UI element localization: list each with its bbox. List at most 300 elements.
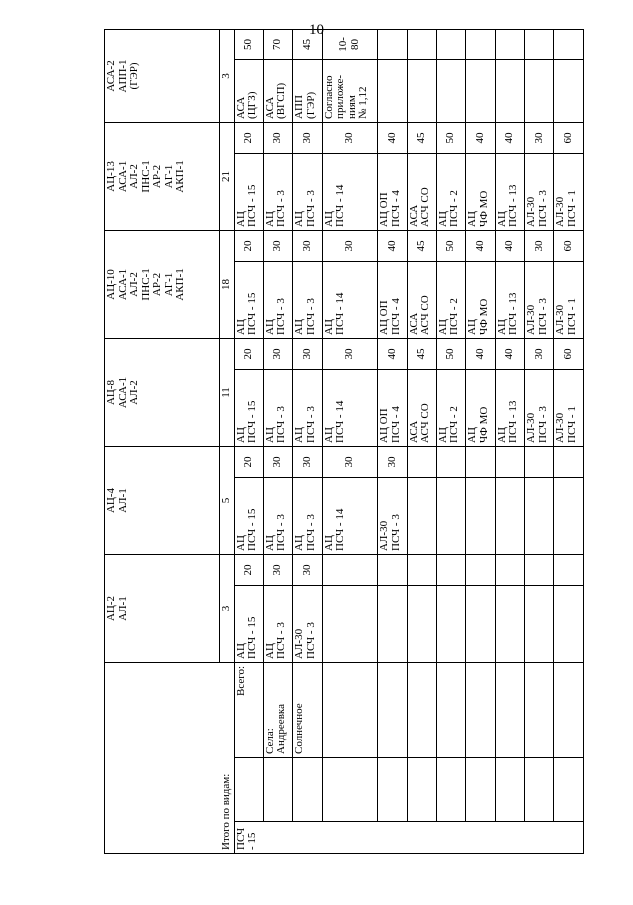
unit-cell — [436, 585, 465, 662]
cell-line: ПСЧ - 3 — [275, 298, 288, 335]
cell-line: ЧФ МО — [477, 406, 490, 443]
column-total: 21 — [220, 122, 235, 230]
cell-line: АЛ-2 — [128, 164, 141, 189]
header-row — [105, 29, 220, 853]
cell-line: ПСЧ - 2 — [448, 298, 461, 335]
column-total: 3 — [220, 554, 235, 662]
time-cell — [466, 554, 495, 585]
cell-line: ПСЧ - 3 — [275, 190, 288, 227]
column-total: 18 — [220, 230, 235, 338]
cell-line: АЦ — [293, 535, 306, 551]
unit-cell — [495, 477, 524, 554]
time-cell — [525, 29, 554, 59]
cell-line: АЦ — [234, 643, 247, 659]
unit-cell — [263, 369, 292, 446]
unit-cell — [436, 369, 465, 446]
unit-cell — [436, 261, 465, 338]
header-label: Итого по видам: — [105, 662, 235, 853]
cell-line: АЛ-30 — [525, 196, 538, 227]
cell-line: ПСЧ - 3 — [536, 298, 549, 335]
cell-line: АСЧ СО — [419, 187, 432, 227]
vehicle-set-header — [105, 230, 220, 338]
cell-line: АЦ — [263, 535, 276, 551]
cell-line: АЦ — [234, 211, 247, 227]
place-cell — [407, 662, 436, 757]
time-cell: 60 — [554, 230, 584, 261]
unit-cell — [495, 585, 524, 662]
time-cell: 40 — [466, 230, 495, 261]
unit-cell — [263, 477, 292, 554]
unit-cell — [466, 153, 495, 230]
time-cell — [495, 554, 524, 585]
table-row — [293, 29, 322, 853]
cell-line: ПСЧ - 13 — [507, 292, 520, 335]
time-cell — [407, 446, 436, 477]
cell-line: АСА-1 — [116, 268, 129, 301]
cell-line: ПСЧ - 14 — [334, 292, 347, 335]
time-cell: 50 — [436, 230, 465, 261]
time-cell — [466, 446, 495, 477]
cell-line: АЦ — [322, 319, 335, 335]
time-cell: 40 — [378, 230, 407, 261]
cell-line: ПСЧ - 4 — [389, 298, 402, 335]
empty-cell — [378, 758, 407, 822]
column-total: 3 — [220, 29, 235, 122]
place-cell — [495, 662, 524, 757]
time-cell: 30 — [263, 554, 292, 585]
empty-cell — [234, 758, 263, 822]
cell-line: АЦ — [293, 211, 306, 227]
time-cell: 30 — [293, 230, 322, 261]
time-cell: 50 — [234, 29, 263, 59]
time-cell: 20 — [234, 230, 263, 261]
cell-line: АЦ ОП — [378, 300, 391, 335]
empty-cell — [263, 758, 292, 822]
cell-line: ПСЧ - 14 — [334, 184, 347, 227]
cell-line: ПНС-1 — [139, 268, 152, 301]
unit-cell — [466, 59, 495, 122]
place-cell — [525, 662, 554, 757]
cell-line: АЦ — [322, 211, 335, 227]
time-cell: 60 — [554, 122, 584, 153]
empty-cell — [554, 758, 584, 822]
time-cell — [407, 29, 436, 59]
cell-line: АР-2 — [151, 272, 164, 297]
cell-line: № 1,12 — [357, 86, 370, 119]
unit-cell — [378, 477, 407, 554]
cell-line: АЦ — [234, 535, 247, 551]
unit-cell — [322, 477, 377, 554]
time-cell — [436, 29, 465, 59]
unit-cell — [436, 477, 465, 554]
unit-cell — [293, 261, 322, 338]
cell-line: АСЧ СО — [419, 403, 432, 443]
unit-cell — [378, 59, 407, 122]
total-label: Всего: — [234, 662, 263, 757]
table-row — [378, 29, 407, 853]
unit-cell — [466, 585, 495, 662]
unit-cell — [407, 585, 436, 662]
cell-line: АСА — [234, 96, 247, 119]
vehicle-set-header — [105, 446, 220, 554]
unit-cell — [322, 59, 377, 122]
vehicle-set-header — [105, 338, 220, 446]
cell-line: ПСЧ - 3 — [275, 406, 288, 443]
unit-cell — [466, 477, 495, 554]
time-cell: 30 — [293, 122, 322, 153]
cell-line: АЦ-13 — [105, 161, 117, 192]
cell-line: АЦ — [293, 427, 306, 443]
cell-line: АСА-1 — [116, 160, 129, 193]
cell-line: ПСЧ - 4 — [389, 406, 402, 443]
cell-line: Согласно — [322, 75, 335, 119]
unit-cell — [293, 369, 322, 446]
cell-line: АЦ ОП — [378, 408, 391, 443]
time-cell: 40 — [495, 230, 524, 261]
cell-line: ПСЧ - 2 — [448, 190, 461, 227]
time-cell — [495, 446, 524, 477]
time-cell: 45 — [293, 29, 322, 59]
time-cell: 40 — [378, 338, 407, 369]
time-cell: 30 — [525, 230, 554, 261]
time-cell: 30 — [263, 338, 292, 369]
time-cell: 30 — [322, 122, 377, 153]
column-total: 11 — [220, 338, 235, 446]
cell-line: ЧФ МО — [477, 190, 490, 227]
time-cell: 30 — [263, 122, 292, 153]
time-cell — [525, 554, 554, 585]
unit-cell — [407, 477, 436, 554]
cell-line: АЦ — [293, 319, 306, 335]
cell-line: АЛ-30 — [525, 412, 538, 443]
time-cell: 30 — [378, 446, 407, 477]
cell-line: ПСЧ - 15 — [246, 400, 259, 443]
unit-cell — [263, 585, 292, 662]
unit-cell — [378, 261, 407, 338]
time-cell — [554, 29, 584, 59]
time-cell — [378, 554, 407, 585]
unit-cell — [293, 477, 322, 554]
unit-cell — [263, 153, 292, 230]
cell-line: Села: — [263, 728, 276, 754]
table-row — [234, 29, 263, 853]
time-cell: 70 — [263, 29, 292, 59]
unit-cell — [322, 153, 377, 230]
cell-line: ПСЧ - 3 — [275, 514, 288, 551]
place-cell — [378, 662, 407, 757]
cell-line: АЦ — [436, 211, 449, 227]
cell-line: АЦ-4 — [105, 487, 117, 514]
cell-line: АЦ — [234, 427, 247, 443]
cell-line: ПСЧ - 1 — [566, 190, 579, 227]
unit-cell — [525, 59, 554, 122]
unit-cell — [495, 59, 524, 122]
table-row — [263, 29, 292, 853]
cell-line: АЛ-1 — [116, 488, 129, 513]
unit-cell — [495, 369, 524, 446]
cell-line: ниям — [345, 95, 358, 119]
empty-cell — [407, 758, 436, 822]
cell-line: ПСЧ - 3 — [304, 514, 317, 551]
table-row — [466, 29, 495, 853]
unit-cell — [525, 477, 554, 554]
unit-cell — [554, 477, 584, 554]
unit-cell — [293, 585, 322, 662]
unit-cell — [407, 59, 436, 122]
unit-cell — [293, 153, 322, 230]
table-row — [407, 29, 436, 853]
cell-line: Андреевка — [275, 704, 288, 754]
cell-line: АГ-1 — [162, 164, 175, 189]
unit-cell — [525, 369, 554, 446]
cell-line: Солнечное — [293, 703, 306, 754]
time-cell: 50 — [436, 122, 465, 153]
unit-cell — [495, 261, 524, 338]
unit-cell — [525, 585, 554, 662]
unit-cell — [234, 585, 263, 662]
vehicle-set-header — [105, 554, 220, 662]
empty-cell — [495, 758, 524, 822]
unit-cell — [234, 59, 263, 122]
unit-cell — [322, 261, 377, 338]
unit-cell — [234, 153, 263, 230]
cell-line: АЦ-2 — [105, 595, 117, 622]
cell-line: АЛ-2 — [128, 380, 141, 405]
cell-line: АЦ — [495, 427, 508, 443]
time-cell — [407, 554, 436, 585]
cell-line: АКП-1 — [174, 160, 187, 193]
unit-cell — [495, 153, 524, 230]
time-cell: 10-80 — [322, 29, 377, 59]
time-cell — [554, 446, 584, 477]
cell-line: АЛ-1 — [116, 596, 129, 621]
cell-line: АЦ — [322, 427, 335, 443]
time-cell: 30 — [322, 230, 377, 261]
unit-cell — [407, 261, 436, 338]
cell-line: ПСЧ - 3 — [304, 622, 317, 659]
table-row — [525, 29, 554, 853]
place-cell — [322, 662, 377, 757]
time-cell — [322, 554, 377, 585]
time-cell: 20 — [234, 338, 263, 369]
cell-line: АПП — [293, 95, 306, 119]
empty-cell — [525, 758, 554, 822]
place-cell — [263, 662, 292, 757]
unit-cell — [407, 369, 436, 446]
time-cell — [466, 29, 495, 59]
place-cell — [293, 662, 322, 757]
cell-line: АСА-1 — [116, 376, 129, 409]
cell-line: АЦ — [436, 427, 449, 443]
fire-response-table — [104, 37, 584, 854]
time-cell: 30 — [322, 338, 377, 369]
place-cell — [436, 662, 465, 757]
unit-cell — [466, 369, 495, 446]
unit-cell — [234, 477, 263, 554]
cell-line: ПСЧ - 4 — [389, 190, 402, 227]
cell-line: АЛ-30 — [378, 520, 391, 551]
unit-cell — [322, 585, 377, 662]
empty-cell — [293, 758, 322, 822]
cell-line: АГ-1 — [162, 272, 175, 297]
unit-cell — [525, 153, 554, 230]
cell-line: ЧФ МО — [477, 298, 490, 335]
table-row — [436, 29, 465, 853]
cell-line: АСА — [263, 96, 276, 119]
cell-line: АЦ — [263, 643, 276, 659]
time-cell: 60 — [554, 338, 584, 369]
cell-line: АЦ — [263, 319, 276, 335]
cell-line: ПСЧ - 14 — [334, 400, 347, 443]
cell-line: ПСЧ - 15 — [246, 616, 259, 659]
column-total: 5 — [220, 446, 235, 554]
time-cell: 40 — [495, 338, 524, 369]
cell-line: ПСЧ - 3 — [536, 406, 549, 443]
cell-line: ПСЧ - 15 — [246, 184, 259, 227]
cell-line: АЛ-30 — [293, 628, 306, 659]
time-cell: 45 — [407, 230, 436, 261]
time-cell: 40 — [495, 122, 524, 153]
time-cell — [525, 446, 554, 477]
time-cell: 50 — [436, 338, 465, 369]
cell-line: АЦ — [466, 211, 479, 227]
unit-cell — [234, 261, 263, 338]
time-cell: 40 — [466, 338, 495, 369]
cell-line: АЦ-10 — [105, 269, 117, 300]
place-cell — [466, 662, 495, 757]
cell-line: АЛ-30 — [554, 412, 567, 443]
cell-line: ПСЧ - 3 — [275, 622, 288, 659]
time-cell: 45 — [407, 122, 436, 153]
time-cell — [495, 29, 524, 59]
cell-line: ПСЧ - 3 — [304, 190, 317, 227]
time-cell: 45 — [407, 338, 436, 369]
time-cell: 20 — [234, 446, 263, 477]
cell-line: АСЧ СО — [419, 295, 432, 335]
unit-cell — [554, 585, 584, 662]
vehicle-set-header — [105, 29, 220, 122]
time-cell: 40 — [466, 122, 495, 153]
table-row — [554, 29, 584, 853]
unit-cell — [378, 153, 407, 230]
unit-cell — [322, 369, 377, 446]
cell-line: АЦ ОП — [378, 192, 391, 227]
unit-cell — [554, 261, 584, 338]
table-row — [322, 29, 377, 853]
time-cell: 20 — [234, 554, 263, 585]
time-cell: 30 — [293, 554, 322, 585]
cell-line: (ВГСП) — [275, 82, 288, 119]
cell-line: ПНС-1 — [139, 160, 152, 193]
time-cell: 40 — [378, 122, 407, 153]
unit-label: ПСЧ - 15 — [234, 822, 583, 854]
cell-line: ПСЧ - 15 — [246, 508, 259, 551]
cell-line: АСА — [407, 420, 420, 443]
cell-line: АЦ — [436, 319, 449, 335]
cell-line: АЦ-8 — [105, 379, 117, 406]
cell-line: ПСЧ - 3 — [304, 298, 317, 335]
cell-line: АЦ — [263, 211, 276, 227]
unit-cell — [436, 153, 465, 230]
cell-line: АЛ-30 — [554, 304, 567, 335]
time-cell: 30 — [293, 446, 322, 477]
time-cell: 30 — [293, 338, 322, 369]
time-cell: 20 — [234, 122, 263, 153]
unit-cell — [436, 59, 465, 122]
cell-line: ПСЧ - 3 — [389, 514, 402, 551]
cell-line: АЦ — [495, 211, 508, 227]
empty-cell — [466, 758, 495, 822]
unit-cell — [554, 59, 584, 122]
time-cell: 30 — [525, 122, 554, 153]
unit-cell — [466, 261, 495, 338]
vehicle-set-header — [105, 122, 220, 230]
unit-cell — [378, 369, 407, 446]
cell-line: ПСЧ - 14 — [334, 508, 347, 551]
cell-line: ПСЧ - 13 — [507, 184, 520, 227]
cell-line: АЦ — [263, 427, 276, 443]
cell-line: АЦ — [466, 427, 479, 443]
cell-line: АСА-2 — [105, 60, 117, 92]
empty-cell — [322, 758, 377, 822]
cell-line: АЛ-30 — [554, 196, 567, 227]
unit-cell — [293, 59, 322, 122]
cell-line: АСА — [407, 312, 420, 335]
time-cell: 30 — [263, 446, 292, 477]
cell-line: АР-2 — [151, 164, 164, 189]
time-cell: 30 — [263, 230, 292, 261]
unit-cell — [407, 153, 436, 230]
unit-cell — [525, 261, 554, 338]
unit-cell — [234, 369, 263, 446]
time-cell — [436, 554, 465, 585]
unit-cell — [263, 261, 292, 338]
cell-line: (ЦГЗ) — [246, 91, 259, 119]
time-cell — [554, 554, 584, 585]
cell-line: ПСЧ - 13 — [507, 400, 520, 443]
place-cell — [554, 662, 584, 757]
cell-line: (ГЭР) — [128, 62, 141, 90]
cell-line: ПСЧ - 1 — [566, 406, 579, 443]
cell-line: АЦ — [466, 319, 479, 335]
cell-line: ПСЧ - 15 — [246, 292, 259, 335]
unit-cell — [263, 59, 292, 122]
cell-line: АЦ — [322, 535, 335, 551]
time-cell: 30 — [322, 446, 377, 477]
unit-cell — [378, 585, 407, 662]
page-number: 10 — [309, 22, 324, 38]
cell-line: приложе- — [334, 74, 347, 119]
table-row — [495, 29, 524, 853]
cell-line: АЛ-2 — [128, 272, 141, 297]
cell-line: АЛ-30 — [525, 304, 538, 335]
time-cell: 30 — [525, 338, 554, 369]
cell-line: ПСЧ - 3 — [304, 406, 317, 443]
cell-line: ПСЧ - 3 — [536, 190, 549, 227]
cell-line: АЦ — [495, 319, 508, 335]
time-cell — [378, 29, 407, 59]
unit-cell — [554, 153, 584, 230]
cell-line: ПСЧ - 2 — [448, 406, 461, 443]
cell-line: АСА — [407, 204, 420, 227]
cell-line: (ГЭР) — [304, 91, 317, 119]
cell-line: АКП-1 — [174, 268, 187, 301]
cell-line: АПП-1 — [116, 59, 129, 93]
empty-cell — [436, 758, 465, 822]
time-cell — [436, 446, 465, 477]
cell-line: АЦ — [234, 319, 247, 335]
cell-line: ПСЧ - 1 — [566, 298, 579, 335]
